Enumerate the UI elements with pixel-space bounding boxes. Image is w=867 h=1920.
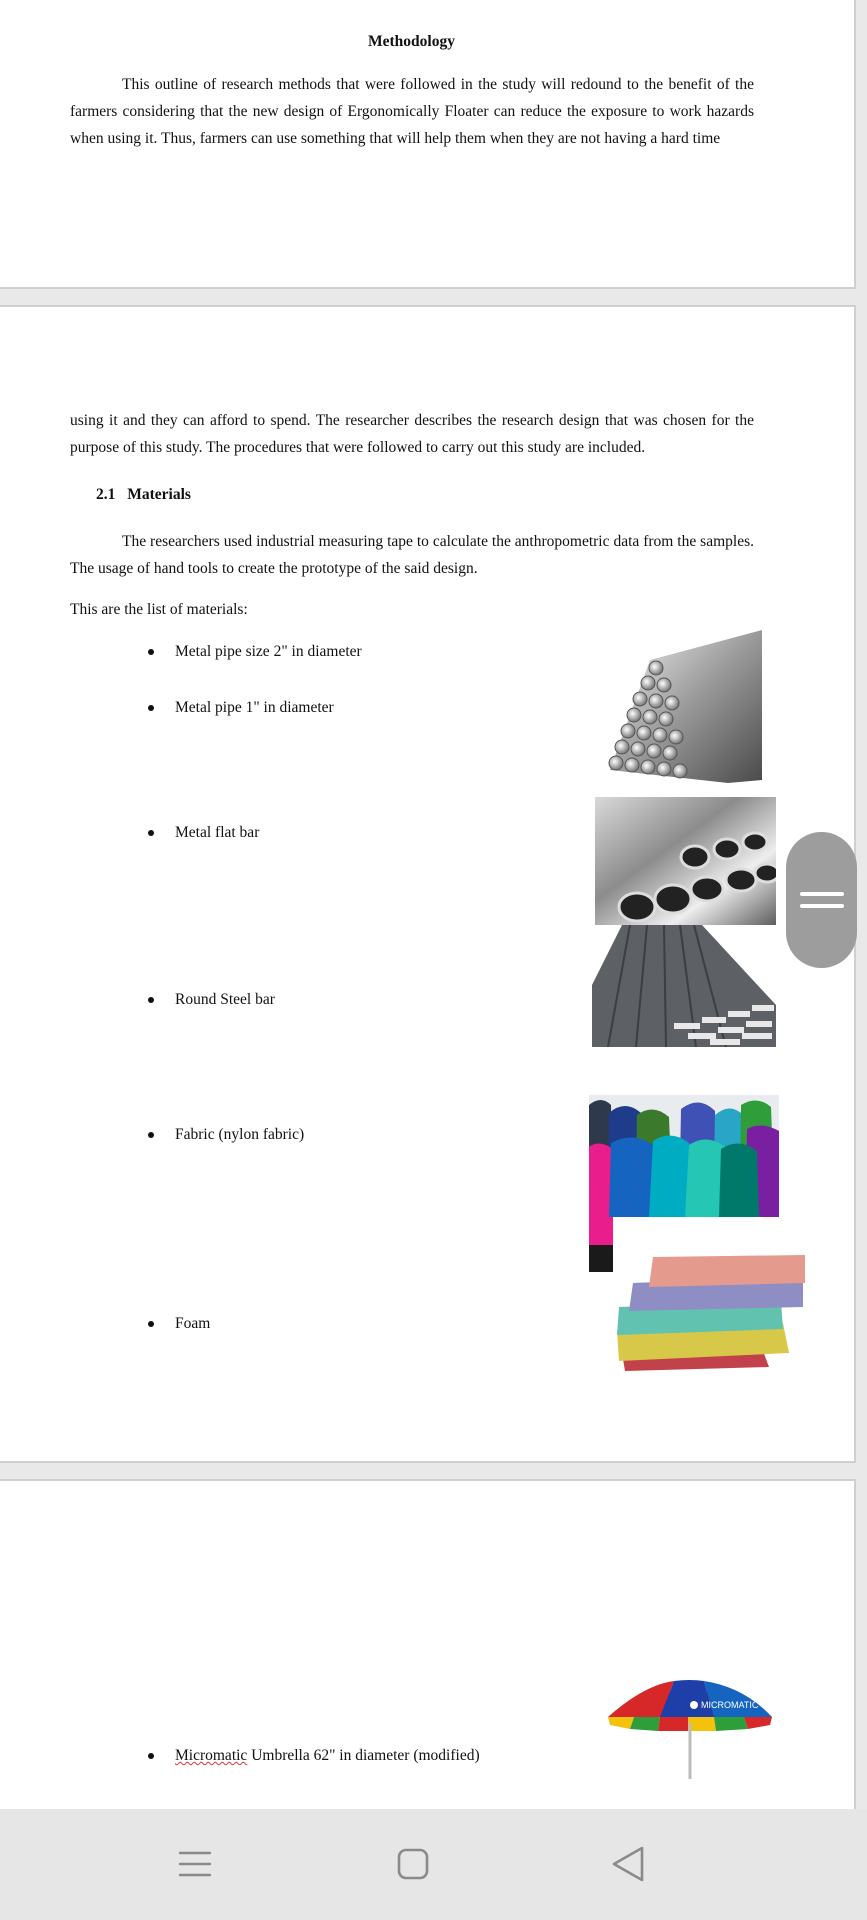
list-item: [148, 1126, 304, 1144]
list-item: [148, 643, 362, 661]
list-item: [148, 1315, 210, 1333]
bullet-icon: [148, 1321, 154, 1327]
metal-pipe-image: [595, 797, 776, 927]
list-item-label: Foam: [175, 1315, 211, 1332]
list-item-label: Metal pipe size 2" in diameter: [175, 643, 362, 660]
list-item: [148, 1747, 480, 1765]
document-page-2: [0, 305, 856, 1463]
continuation-paragraph: using it and they can afford to spend. The researcher describes the research design that was chosen for the purpose of this study. The procedures that were followed to carry out this study are included.: [70, 412, 754, 456]
document-page-3: [0, 1479, 856, 1809]
menu-icon: [178, 1849, 212, 1879]
bullet-icon: [148, 830, 154, 836]
round-steel-bar-image: [598, 630, 762, 783]
list-item: [148, 699, 334, 717]
foam-image: [613, 1219, 805, 1371]
menu-button[interactable]: [165, 1837, 225, 1891]
back-button[interactable]: [598, 1837, 658, 1891]
list-item-label: [175, 1747, 480, 1765]
scroll-handle-icon[interactable]: [786, 832, 857, 968]
list-item: [148, 824, 259, 842]
section-number: 2.1: [96, 486, 116, 503]
bullet-icon: [148, 1753, 154, 1759]
materials-paragraph: The researchers used industrial measuring tape to calculate the anthropometric data from the samples. The usage of hand tools to create the prototype of the said design.: [70, 533, 754, 577]
list-item-label-rest: Umbrella 62" in diameter (modified): [247, 1747, 480, 1764]
intro-paragraph: This outline of research methods that were followed in the study will redound to the benefit of the farmers considering that the new design of Ergonomically Floater can reduce the exposure to work hazards when using it. Thus, farmers can use something that will help them when they are not having a hard time: [70, 76, 754, 147]
bullet-icon: [148, 649, 154, 655]
bullet-icon: [148, 1132, 154, 1138]
page-title: Methodology: [368, 33, 455, 50]
bullet-icon: [148, 705, 154, 711]
list-item-label: Metal pipe 1" in diameter: [175, 699, 334, 716]
list-item-label: Fabric (nylon fabric): [175, 1126, 305, 1143]
home-icon: [396, 1847, 430, 1881]
metal-flat-bar-image: [592, 925, 776, 1047]
list-item: [148, 991, 275, 1009]
umbrella-logo-text: MICROMATIC: [701, 1700, 759, 1710]
back-icon: [610, 1844, 646, 1884]
scroll-handle-line: [800, 904, 844, 908]
list-item-label: Metal flat bar: [175, 824, 260, 841]
home-button[interactable]: [383, 1837, 443, 1891]
scroll-handle-line: [800, 892, 844, 896]
bullet-icon: [148, 997, 154, 1003]
section-heading: [96, 486, 191, 504]
misspelled-word: Micromatic: [175, 1747, 248, 1764]
list-item-label: Round Steel bar: [175, 991, 275, 1008]
section-title: Materials: [127, 486, 191, 503]
navigation-bar: [0, 1809, 867, 1920]
list-intro: This are the list of materials:: [70, 601, 248, 618]
umbrella-image: [604, 1675, 776, 1781]
document-page-1: [0, 0, 856, 289]
